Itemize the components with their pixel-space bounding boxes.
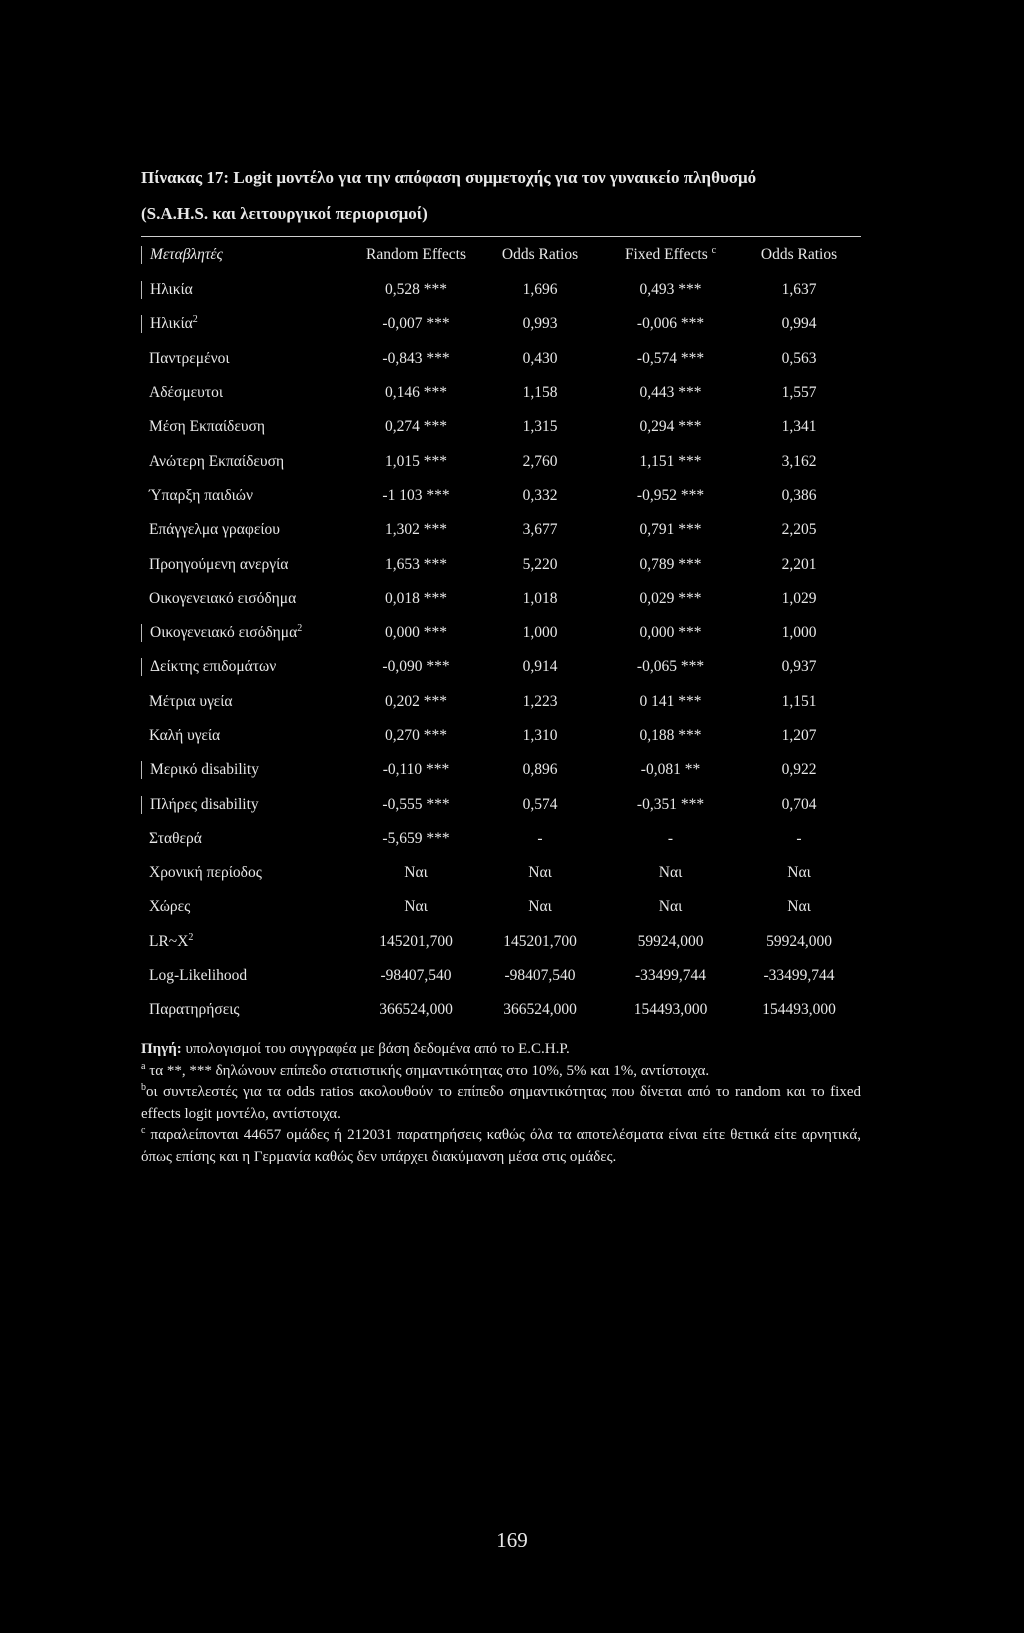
odds-ratio-re-value: Ναι	[528, 864, 552, 882]
table-row	[141, 410, 861, 444]
note-c-text: παραλείπονται 44657 ομάδες ή 212031 παρατηρήσεις καθώς όλα τα αποτελέσματα είναι είτε θετικά είτε αρνητικά, όπως επίσης και η Γερμανία καθώς δεν υπάρχει διακύμανση μέσα στις ομάδες.	[141, 1127, 861, 1165]
random-effects-value: -0,090 ***	[382, 658, 450, 676]
row-variable-name	[141, 761, 356, 779]
variable-label: Χρονική περίοδος	[149, 864, 262, 882]
variable-label: Καλή υγεία	[149, 727, 221, 744]
table-row	[141, 719, 861, 753]
random-effects-value: Ναι	[404, 898, 428, 916]
odds-ratio-re-value: 145201,700	[503, 932, 577, 950]
odds-ratio-fe-value: 1,207	[781, 727, 817, 744]
fixed-effects-value: 0,789 ***	[639, 555, 702, 573]
odds-ratio-re-value: 1,018	[522, 589, 558, 607]
fixed-effects-value: Ναι	[658, 864, 683, 882]
odds-ratio-fe-value: 2,201	[781, 555, 817, 573]
random-effects-value: 145201,700	[379, 932, 453, 950]
odds-ratio-fe-value: 1,029	[781, 589, 817, 607]
random-effects-value: 0,000 ***	[385, 624, 447, 642]
fixed-effects-value: 0,000 ***	[639, 624, 702, 642]
header-odds-ratios-1: Odds Ratios	[501, 246, 579, 263]
random-effects-value: 1,015 ***	[385, 452, 447, 470]
odds-ratio-fe-value: 154493,000	[762, 1001, 836, 1019]
table-body	[141, 273, 861, 1028]
variable-label: Αδέσμευτοι	[149, 384, 224, 402]
variable-label: Μέση Εκπαίδευση	[149, 418, 265, 436]
random-effects-value: -0,555 ***	[382, 795, 450, 813]
variable-label: Ηλικία	[150, 315, 193, 333]
fixed-effects-value: 1,151 ***	[639, 452, 702, 470]
odds-ratio-re-value: 0,430	[522, 349, 558, 367]
table-row	[141, 376, 861, 410]
table-row	[141, 444, 861, 478]
variable-label: Χώρες	[149, 898, 191, 916]
table-header-row	[141, 237, 861, 273]
random-effects-value: 0,270 ***	[385, 727, 447, 744]
random-effects-value: -0,007 ***	[382, 315, 450, 333]
row-variable-name	[141, 281, 356, 299]
random-effects-value: 0,018 ***	[385, 589, 447, 607]
note-a-sup: a	[141, 1060, 146, 1072]
random-effects-value: 1,302 ***	[385, 521, 447, 539]
table-row	[141, 959, 861, 993]
odds-ratio-re-value: Ναι	[528, 898, 552, 916]
row-variable-name	[141, 384, 356, 402]
table-row	[141, 342, 861, 376]
random-effects-value: 1,653 ***	[385, 555, 447, 573]
variable-superscript: 2	[188, 931, 194, 943]
variable-label: Μερικό disability	[150, 761, 259, 779]
odds-ratio-fe-value: 1,151	[781, 692, 817, 710]
odds-ratio-fe-value: 0,994	[781, 315, 817, 333]
odds-ratio-fe-value: 0,563	[781, 349, 817, 367]
odds-ratio-fe-value: Ναι	[787, 864, 811, 882]
odds-ratio-re-value: 1,315	[522, 418, 558, 436]
source-label: Πηγή:	[141, 1041, 182, 1057]
table-title	[141, 160, 861, 232]
random-effects-value: -0,110 ***	[382, 761, 450, 779]
source-note	[141, 1039, 861, 1061]
variable-superscript: 2	[192, 314, 198, 326]
odds-ratio-re-value: -98407,540	[504, 967, 576, 985]
odds-ratio-fe-value: -	[796, 829, 802, 847]
note-a	[141, 1061, 861, 1083]
fixed-effects-value: 0,493 ***	[639, 281, 702, 299]
table-row	[141, 307, 861, 341]
row-variable-name	[141, 590, 356, 608]
row-variable-name	[141, 624, 356, 642]
row-variable-name	[141, 418, 356, 436]
note-b-text: οι συντελεστές για τα odds ratios ακολουθούν το επίπεδο σημαντικότητας που δίνεται από το random και το fixed effects logit μοντέλο, αντίστοιχα.	[141, 1084, 861, 1122]
variable-label: Οικογενειακό εισόδημα	[149, 589, 297, 607]
variable-label: Δείκτης επιδομάτων	[150, 658, 277, 676]
table-row	[141, 685, 861, 719]
odds-ratio-fe-value: 59924,000	[766, 932, 832, 950]
table-row	[141, 650, 861, 684]
row-variable-name	[141, 315, 356, 333]
variable-label: Σταθερά	[149, 829, 202, 847]
source-text: υπολογισμοί του συγγραφέα με βάση δεδομένα από το E.C.H.P.	[181, 1041, 570, 1057]
odds-ratio-fe-value: 0,922	[781, 761, 817, 779]
header-fixed-sup: c	[711, 244, 717, 256]
row-variable-name	[141, 898, 356, 916]
random-effects-value: 366524,000	[379, 1001, 453, 1019]
title-line-1: Πίνακας 17: Logit μοντέλο για την απόφαση συμμετοχής για τον γυναικείο πληθυσμό	[141, 168, 757, 187]
fixed-effects-value: 0 141 ***	[639, 692, 702, 710]
random-effects-value: 0,202 ***	[385, 692, 447, 710]
row-variable-name	[141, 521, 356, 539]
variable-label: Επάγγελμα γραφείου	[149, 521, 280, 539]
variable-label: Προηγούμενη ανεργία	[149, 555, 289, 573]
fixed-effects-value: -33499,744	[634, 967, 707, 985]
fixed-effects-value: 154493,000	[633, 1001, 708, 1019]
table-notes	[141, 1039, 861, 1168]
random-effects-value: -1 103 ***	[382, 486, 450, 504]
table-row	[141, 856, 861, 890]
random-effects-value: Ναι	[404, 864, 428, 882]
row-variable-name	[141, 453, 356, 471]
variable-superscript: 2	[297, 622, 303, 634]
odds-ratio-re-value: 2,760	[522, 452, 558, 470]
row-variable-name	[141, 1001, 356, 1019]
fixed-effects-value: 0,188 ***	[639, 727, 702, 744]
row-variable-name	[141, 556, 356, 574]
odds-ratio-fe-value: 1,637	[781, 281, 817, 299]
table-row	[141, 547, 861, 581]
variable-label: Ηλικία	[150, 281, 193, 299]
odds-ratio-fe-value: 1,000	[781, 624, 817, 642]
odds-ratio-re-value: 0,914	[522, 658, 558, 676]
fixed-effects-value: 0,443 ***	[639, 384, 702, 402]
variable-label: Ύπαρξη παιδιών	[149, 486, 254, 504]
fixed-effects-value: 0,294 ***	[639, 418, 702, 436]
variable-label: Log-Likelihood	[149, 967, 248, 985]
note-c-sup: c	[141, 1125, 146, 1136]
random-effects-value: 0,146 ***	[385, 384, 447, 402]
odds-ratio-re-value: 0,574	[522, 795, 558, 813]
table-row	[141, 787, 861, 821]
row-variable-name	[141, 487, 356, 505]
odds-ratio-re-value: 1,000	[522, 624, 558, 642]
header-random-effects: Random Effects	[365, 246, 466, 263]
random-effects-value: -0,843 ***	[382, 349, 450, 367]
variable-label: Ανώτερη Εκπαίδευση	[149, 452, 285, 470]
odds-ratio-fe-value: 2,205	[781, 521, 817, 539]
table-row	[141, 616, 861, 650]
note-b-sup: b	[141, 1082, 146, 1093]
odds-ratio-re-value: 1,223	[522, 692, 558, 710]
odds-ratio-re-value: 3,677	[522, 521, 558, 539]
odds-ratio-re-value: 5,220	[522, 555, 558, 573]
odds-ratio-re-value: 0,896	[522, 761, 558, 779]
regression-table	[141, 236, 861, 1028]
fixed-effects-value: -0,574 ***	[636, 349, 705, 367]
fixed-effects-value: -0,065 ***	[636, 658, 705, 676]
odds-ratio-fe-value: Ναι	[787, 898, 811, 916]
fixed-effects-value: -0,006 ***	[636, 315, 705, 333]
random-effects-value: 0,274 ***	[385, 418, 447, 436]
odds-ratio-re-value: 1,310	[522, 727, 558, 744]
variable-label: Οικογενειακό εισόδημα	[150, 624, 298, 642]
odds-ratio-re-value: 366524,000	[503, 1001, 577, 1019]
header-odds-ratios-2: Odds Ratios	[760, 246, 838, 263]
note-c	[141, 1125, 861, 1168]
header-variable: Μεταβλητές	[141, 246, 356, 264]
fixed-effects-value: 0,791 ***	[639, 521, 702, 539]
table-row	[141, 479, 861, 513]
variable-label: Παντρεμένοι	[149, 349, 230, 367]
fixed-effects-value: 0,029 ***	[639, 589, 702, 607]
odds-ratio-re-value: 0,332	[522, 486, 558, 504]
table-row	[141, 925, 861, 959]
page-number: 169	[496, 1528, 528, 1552]
odds-ratio-fe-value: 1,557	[781, 384, 817, 402]
variable-label: LR~X	[149, 932, 189, 950]
row-variable-name	[141, 693, 356, 711]
table-row	[141, 273, 861, 307]
row-variable-name	[141, 967, 356, 985]
odds-ratio-re-value: 1,696	[522, 281, 558, 299]
row-variable-name	[141, 864, 356, 882]
odds-ratio-fe-value: 1,341	[781, 418, 817, 436]
odds-ratio-fe-value: 0,704	[781, 795, 817, 813]
random-effects-value: -98407,540	[380, 967, 452, 985]
random-effects-value: -5,659 ***	[382, 829, 450, 847]
variable-label: Πλήρες disability	[150, 795, 259, 813]
odds-ratio-fe-value: 0,937	[781, 658, 817, 676]
note-a-text: τα **, *** δηλώνουν επίπεδο στατιστικής σημαντικότητας στο 10%, 5% και 1%, αντίστοιχα.	[145, 1062, 710, 1079]
fixed-effects-value: -0,351 ***	[636, 795, 705, 813]
row-variable-name	[141, 727, 356, 745]
odds-ratio-fe-value: 0,386	[781, 486, 817, 504]
table-row	[141, 582, 861, 616]
table-row	[141, 513, 861, 547]
fixed-effects-value: Ναι	[658, 898, 683, 916]
odds-ratio-re-value: 1,158	[522, 384, 558, 402]
odds-ratio-fe-value: 3,162	[781, 452, 817, 470]
odds-ratio-fe-value: -33499,744	[763, 967, 835, 985]
row-variable-name	[141, 796, 356, 814]
variable-label: Μέτρια υγεία	[149, 692, 233, 710]
fixed-effects-value: -0,081 **	[640, 761, 701, 779]
header-fixed-effects	[604, 246, 737, 264]
row-variable-name	[141, 830, 356, 848]
row-variable-name	[141, 658, 356, 676]
title-line-2: (S.A.H.S. και λειτουργικοί περιορισμοί)	[141, 204, 428, 223]
fixed-effects-value: 59924,000	[637, 932, 704, 950]
odds-ratio-re-value: -	[537, 829, 543, 847]
table-row	[141, 822, 861, 856]
fixed-effects-value: -0,952 ***	[636, 486, 705, 504]
row-variable-name	[141, 933, 356, 951]
fixed-effects-value: -	[667, 829, 674, 847]
variable-label: Παρατηρήσεις	[149, 1001, 240, 1019]
table-row	[141, 753, 861, 787]
odds-ratio-re-value: 0,993	[522, 315, 558, 333]
note-b	[141, 1082, 861, 1125]
table-row	[141, 993, 861, 1027]
table-row	[141, 890, 861, 924]
random-effects-value: 0,528 ***	[385, 281, 447, 299]
header-fixed-label: Fixed Effects	[624, 246, 708, 263]
row-variable-name	[141, 350, 356, 368]
